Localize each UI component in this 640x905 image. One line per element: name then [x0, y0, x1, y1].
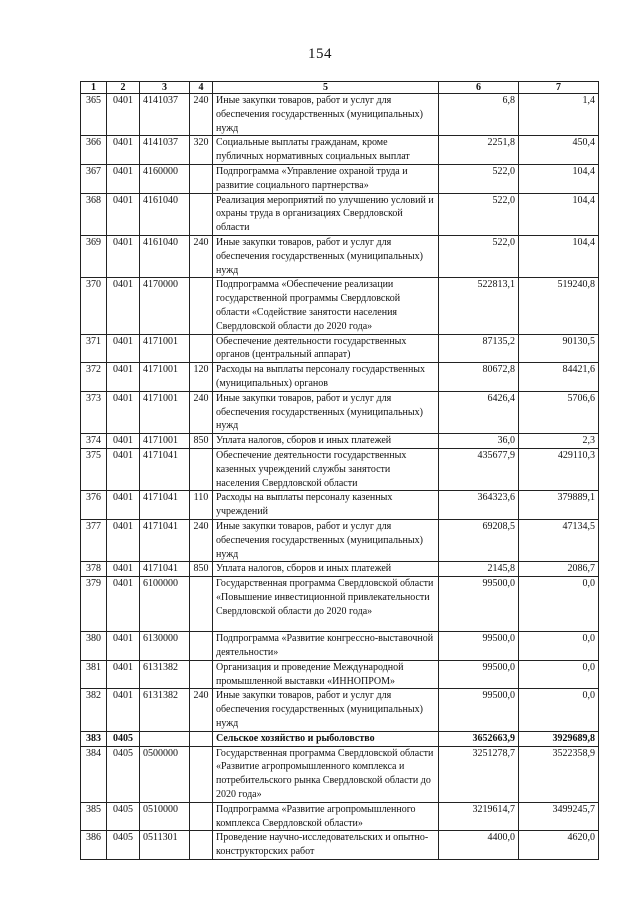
item-description: Иные закупки товаров, работ и услуг для обеспечения государственных (муниципальных) нужд	[213, 391, 439, 433]
amount-col-7: 519240,8	[519, 278, 599, 334]
row-number: 377	[81, 519, 107, 561]
expense-type-code	[190, 632, 213, 661]
table-row	[81, 746, 599, 802]
expense-type-code: 850	[190, 434, 213, 449]
expense-type-code: 850	[190, 562, 213, 577]
row-number: 382	[81, 689, 107, 731]
target-article-code: 4171041	[140, 562, 190, 577]
section-code: 0401	[107, 136, 140, 165]
row-number: 375	[81, 448, 107, 490]
row-number: 369	[81, 235, 107, 277]
expense-type-code	[190, 731, 213, 746]
target-article-code: 0510000	[140, 802, 190, 831]
item-description: Подпрограмма «Развитие агропромышленного комплекса Свердловской области»	[213, 802, 439, 831]
header-col-5: 5	[213, 82, 439, 94]
expense-type-code	[190, 164, 213, 193]
amount-col-7: 104,4	[519, 164, 599, 193]
item-description: Государственная программа Свердловской области «Развитие агропромышленного комплекса и потребительского рынка Свердловской области до 2020 года»	[213, 746, 439, 802]
table-row	[81, 689, 599, 731]
table-row	[81, 632, 599, 661]
budget-table	[80, 81, 599, 860]
amount-col-7: 47134,5	[519, 519, 599, 561]
target-article-code: 4171001	[140, 434, 190, 449]
amount-col-7: 2086,7	[519, 562, 599, 577]
section-code: 0405	[107, 731, 140, 746]
target-article-code: 4171001	[140, 363, 190, 392]
item-description: Подпрограмма «Управление охраной труда и развитие социального партнерства»	[213, 164, 439, 193]
page-number: 154	[308, 46, 332, 62]
amount-col-6: 522,0	[439, 235, 519, 277]
amount-col-6: 99500,0	[439, 689, 519, 731]
row-number: 380	[81, 632, 107, 661]
table-row	[81, 831, 599, 860]
expense-type-code	[190, 746, 213, 802]
expense-type-code	[190, 831, 213, 860]
target-article-code: 4171041	[140, 448, 190, 490]
table-row	[81, 363, 599, 392]
row-number: 373	[81, 391, 107, 433]
target-article-code: 4171001	[140, 391, 190, 433]
amount-col-7: 2,3	[519, 434, 599, 449]
item-description: Обеспечение деятельности государственных казенных учреждений службы занятости населения Свердловской области	[213, 448, 439, 490]
row-number: 371	[81, 334, 107, 363]
table-row	[81, 577, 599, 632]
row-number: 366	[81, 136, 107, 165]
amount-col-7: 4620,0	[519, 831, 599, 860]
section-code: 0401	[107, 577, 140, 632]
amount-col-7: 3522358,9	[519, 746, 599, 802]
amount-col-6: 99500,0	[439, 577, 519, 632]
amount-col-7: 84421,6	[519, 363, 599, 392]
section-code: 0405	[107, 831, 140, 860]
amount-col-7: 90130,5	[519, 334, 599, 363]
section-code: 0401	[107, 391, 140, 433]
row-number: 379	[81, 577, 107, 632]
row-number: 365	[81, 94, 107, 136]
item-description: Расходы на выплаты персоналу казенных учреждений	[213, 491, 439, 520]
row-number: 368	[81, 193, 107, 235]
target-article-code: 0511301	[140, 831, 190, 860]
target-article-code: 6131382	[140, 689, 190, 731]
row-number: 381	[81, 660, 107, 689]
row-number: 374	[81, 434, 107, 449]
amount-col-7: 450,4	[519, 136, 599, 165]
item-description: Расходы на выплаты персоналу государственных (муниципальных) органов	[213, 363, 439, 392]
section-code: 0405	[107, 746, 140, 802]
section-code: 0401	[107, 491, 140, 520]
table-row	[81, 235, 599, 277]
table-row	[81, 334, 599, 363]
expense-type-code: 240	[190, 519, 213, 561]
target-article-code: 6130000	[140, 632, 190, 661]
item-description: Обеспечение деятельности государственных органов (центральный аппарат)	[213, 334, 439, 363]
item-description: Подпрограмма «Развитие конгрессно-выставочной деятельности»	[213, 632, 439, 661]
header-col-6: 6	[439, 82, 519, 94]
amount-col-7: 0,0	[519, 577, 599, 632]
target-article-code: 0500000	[140, 746, 190, 802]
amount-col-6: 6,8	[439, 94, 519, 136]
table-row	[81, 562, 599, 577]
expense-type-code: 120	[190, 363, 213, 392]
amount-col-6: 522,0	[439, 164, 519, 193]
amount-col-6: 2251,8	[439, 136, 519, 165]
amount-col-6: 435677,9	[439, 448, 519, 490]
section-code: 0405	[107, 802, 140, 831]
row-number: 367	[81, 164, 107, 193]
header-row	[81, 82, 599, 94]
amount-col-6: 80672,8	[439, 363, 519, 392]
item-description: Государственная программа Свердловской области «Повышение инвестиционной привлекательности Свердловской области до 2020 года»	[213, 577, 439, 632]
header-col-3: 3	[140, 82, 190, 94]
amount-col-6: 87135,2	[439, 334, 519, 363]
item-description: Уплата налогов, сборов и иных платежей	[213, 562, 439, 577]
target-article-code: 6131382	[140, 660, 190, 689]
table-row	[81, 448, 599, 490]
section-code: 0401	[107, 193, 140, 235]
section-code: 0401	[107, 334, 140, 363]
amount-col-7: 5706,6	[519, 391, 599, 433]
table-row	[81, 802, 599, 831]
item-description: Иные закупки товаров, работ и услуг для обеспечения государственных (муниципальных) нужд	[213, 689, 439, 731]
table-row	[81, 491, 599, 520]
table-row	[81, 660, 599, 689]
table-row	[81, 136, 599, 165]
amount-col-6: 6426,4	[439, 391, 519, 433]
expense-type-code	[190, 278, 213, 334]
row-number: 370	[81, 278, 107, 334]
item-description: Уплата налогов, сборов и иных платежей	[213, 434, 439, 449]
section-code: 0401	[107, 278, 140, 334]
section-code: 0401	[107, 562, 140, 577]
expense-type-code	[190, 577, 213, 632]
section-code: 0401	[107, 363, 140, 392]
header-col-7: 7	[519, 82, 599, 94]
row-number: 386	[81, 831, 107, 860]
expense-type-code: 240	[190, 235, 213, 277]
expense-type-code	[190, 660, 213, 689]
target-article-code: 4141037	[140, 136, 190, 165]
amount-col-6: 522,0	[439, 193, 519, 235]
table-row	[81, 193, 599, 235]
target-article-code: 4160000	[140, 164, 190, 193]
target-article-code: 4171041	[140, 519, 190, 561]
expense-type-code	[190, 334, 213, 363]
expense-type-code	[190, 448, 213, 490]
row-number: 378	[81, 562, 107, 577]
amount-col-7: 379889,1	[519, 491, 599, 520]
section-code: 0401	[107, 235, 140, 277]
amount-col-6: 99500,0	[439, 632, 519, 661]
table-row	[81, 731, 599, 746]
amount-col-7: 0,0	[519, 689, 599, 731]
amount-col-6: 36,0	[439, 434, 519, 449]
target-article-code: 4161040	[140, 235, 190, 277]
table-row	[81, 519, 599, 561]
item-description: Реализация мероприятий по улучшению условий и охраны труда в организациях Свердловской области	[213, 193, 439, 235]
table-row	[81, 164, 599, 193]
row-number: 383	[81, 731, 107, 746]
expense-type-code	[190, 802, 213, 831]
amount-col-6: 3652663,9	[439, 731, 519, 746]
section-code: 0401	[107, 632, 140, 661]
row-number: 384	[81, 746, 107, 802]
header-col-2: 2	[107, 82, 140, 94]
section-code: 0401	[107, 689, 140, 731]
amount-col-7: 3929689,8	[519, 731, 599, 746]
target-article-code: 4161040	[140, 193, 190, 235]
expense-type-code: 240	[190, 689, 213, 731]
amount-col-7: 3499245,7	[519, 802, 599, 831]
amount-col-7: 1,4	[519, 94, 599, 136]
item-description: Организация и проведение Международной промышленной выставки «ИННОПРОМ»	[213, 660, 439, 689]
amount-col-6: 3219614,7	[439, 802, 519, 831]
amount-col-6: 4400,0	[439, 831, 519, 860]
amount-col-6: 3251278,7	[439, 746, 519, 802]
amount-col-6: 69208,5	[439, 519, 519, 561]
target-article-code: 4170000	[140, 278, 190, 334]
row-number: 385	[81, 802, 107, 831]
item-description: Сельское хозяйство и рыболовство	[213, 731, 439, 746]
section-code: 0401	[107, 164, 140, 193]
expense-type-code	[190, 193, 213, 235]
target-article-code: 6100000	[140, 577, 190, 632]
table-row	[81, 278, 599, 334]
expense-type-code: 110	[190, 491, 213, 520]
section-code: 0401	[107, 434, 140, 449]
row-number: 372	[81, 363, 107, 392]
header-col-4: 4	[190, 82, 213, 94]
amount-col-6: 364323,6	[439, 491, 519, 520]
expense-type-code: 320	[190, 136, 213, 165]
table-row	[81, 434, 599, 449]
amount-col-7: 429110,3	[519, 448, 599, 490]
table-row	[81, 94, 599, 136]
header-col-1: 1	[81, 82, 107, 94]
section-code: 0401	[107, 94, 140, 136]
expense-type-code: 240	[190, 94, 213, 136]
target-article-code: 4171001	[140, 334, 190, 363]
item-description: Социальные выплаты гражданам, кроме публичных нормативных социальных выплат	[213, 136, 439, 165]
section-code: 0401	[107, 660, 140, 689]
amount-col-6: 99500,0	[439, 660, 519, 689]
table-body	[81, 94, 599, 860]
target-article-code: 4171041	[140, 491, 190, 520]
target-article-code	[140, 731, 190, 746]
item-description: Иные закупки товаров, работ и услуг для обеспечения государственных (муниципальных) нужд	[213, 519, 439, 561]
amount-col-7: 0,0	[519, 632, 599, 661]
item-description: Подпрограмма «Обеспечение реализации государственной программы Свердловской области «Содействие занятости населения Свердловской области до 2020 года»	[213, 278, 439, 334]
section-code: 0401	[107, 519, 140, 561]
table-row	[81, 391, 599, 433]
section-code: 0401	[107, 448, 140, 490]
amount-col-6: 2145,8	[439, 562, 519, 577]
item-description: Иные закупки товаров, работ и услуг для обеспечения государственных (муниципальных) нужд	[213, 94, 439, 136]
item-description: Иные закупки товаров, работ и услуг для обеспечения государственных (муниципальных) нужд	[213, 235, 439, 277]
amount-col-6: 522813,1	[439, 278, 519, 334]
row-number: 376	[81, 491, 107, 520]
amount-col-7: 104,4	[519, 193, 599, 235]
expense-type-code: 240	[190, 391, 213, 433]
amount-col-7: 0,0	[519, 660, 599, 689]
item-description: Проведение научно-исследовательских и опытно-конструкторских работ	[213, 831, 439, 860]
target-article-code: 4141037	[140, 94, 190, 136]
amount-col-7: 104,4	[519, 235, 599, 277]
